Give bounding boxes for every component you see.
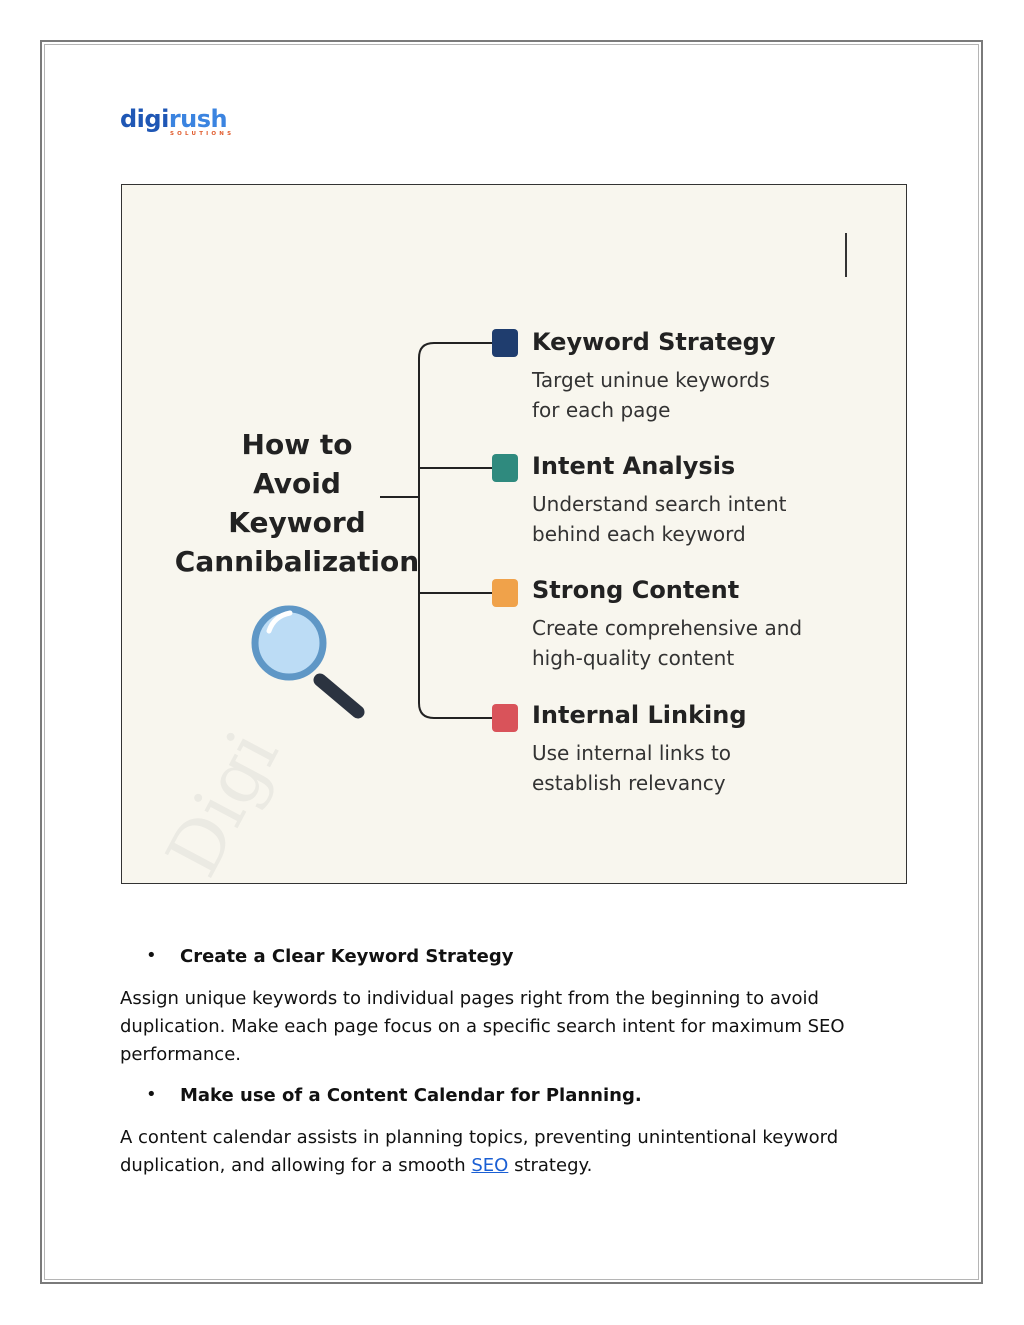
item-title: Intent Analysis <box>532 452 736 480</box>
item-description: Create comprehensive and high-quality content <box>532 616 803 670</box>
marker-keyword-strategy <box>492 329 518 357</box>
item-intent-analysis <box>532 451 786 549</box>
item-strong-content <box>532 575 802 673</box>
paragraph-content-calendar: A content calendar assists in planning topics, preventing unintentional keyword duplication, and allowing for a smooth SEO strategy. <box>120 1127 839 1176</box>
magnifying-glass-icon <box>255 609 358 712</box>
seo-link[interactable]: SEO <box>471 1155 509 1176</box>
infographic-title: How to Avoid Keyword Cannibalization <box>174 428 420 578</box>
logo-wordmark: digirush <box>120 105 228 133</box>
bullet-dot: • <box>146 945 157 966</box>
bullet-dot: • <box>146 1084 157 1105</box>
marker-internal-linking <box>492 704 518 732</box>
item-description: Use internal links to establish relevancy <box>532 741 732 795</box>
bullet-text: Create a Clear Keyword Strategy <box>180 946 514 967</box>
keyword-cannibalization-infographic <box>121 184 907 884</box>
digirush-logo <box>120 106 244 138</box>
item-title: Strong Content <box>532 576 740 604</box>
bullet-text: Make use of a Content Calendar for Planning. <box>180 1085 642 1106</box>
marker-strong-content <box>492 579 518 607</box>
connector-trunk <box>419 343 492 718</box>
item-title: Keyword Strategy <box>532 328 776 356</box>
item-description: Understand search intent behind each keyword <box>532 492 787 546</box>
item-description: Target uninue keywords for each page <box>532 368 770 422</box>
logo-subtitle: SOLUTIONS <box>170 131 235 137</box>
item-internal-linking <box>532 700 747 798</box>
item-keyword-strategy <box>532 327 776 425</box>
marker-intent-analysis <box>492 454 518 482</box>
item-title: Internal Linking <box>532 701 747 729</box>
paragraph-keyword-strategy: Assign unique keywords to individual pages right from the beginning to avoid duplication. Make each page focus on a specific search intent for maximum SEO performance. <box>120 988 845 1065</box>
